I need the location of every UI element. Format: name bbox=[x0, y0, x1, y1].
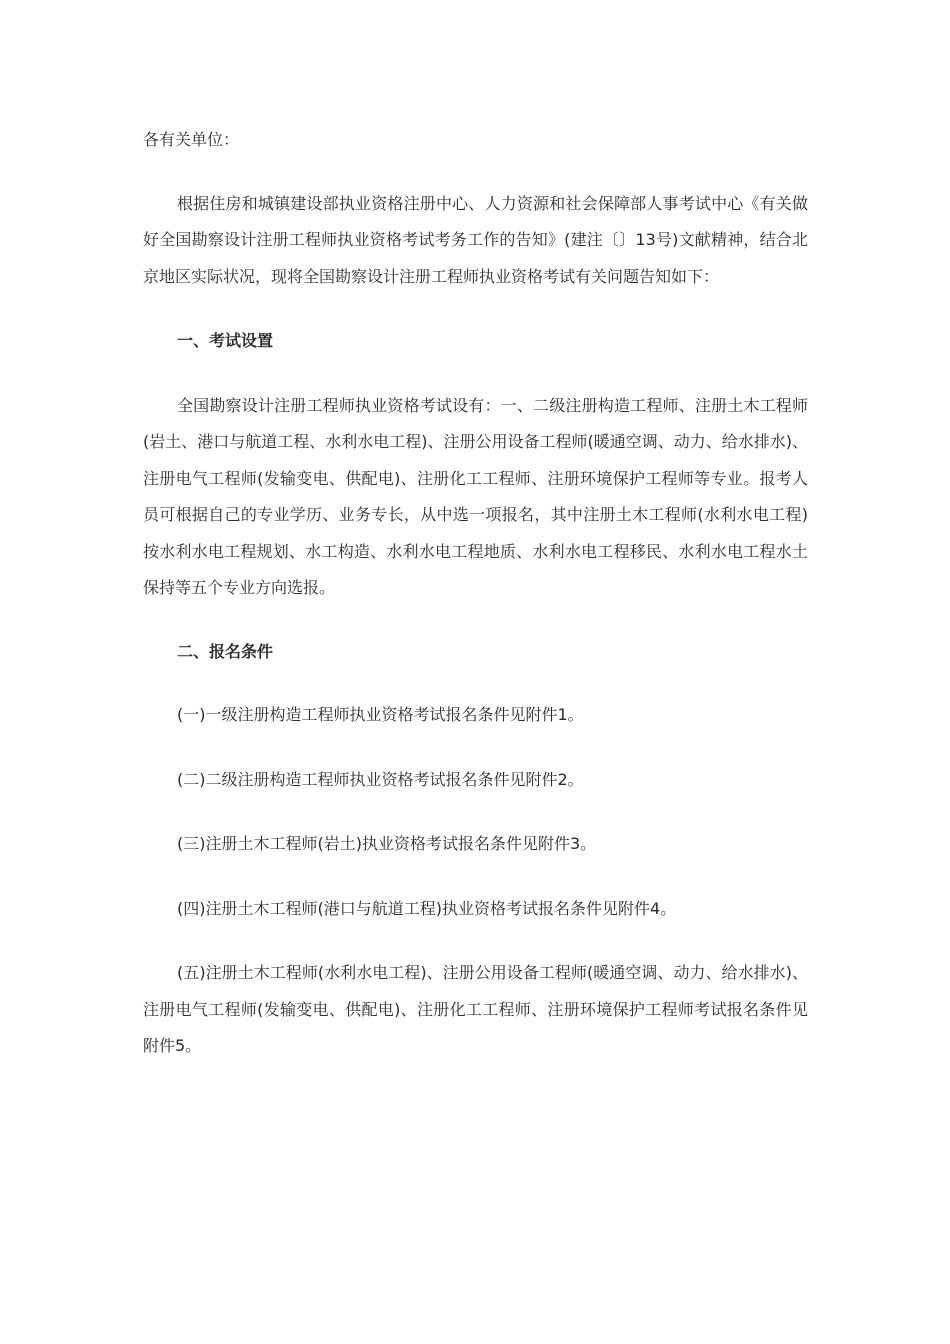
intro-paragraph: 根据住房和城镇建设部执业资格注册中心、人力资源和社会保障部人事考试中心《有关做好全国勘察设计注册工程师执业资格考试考务工作的告知》(建注〔〕13号)文献精神，结合北京地区实际状况，现将全国勘察设计注册工程师执业资格考试有关问题告知如下： bbox=[143, 193, 808, 286]
condition-item: (二)二级注册构造工程师执业资格考试报名条件见附件2。 bbox=[177, 769, 584, 789]
condition-item: (五)注册土木工程师(水利水电工程)、注册公用设备工程师(暖通空调、动力、给水排水)、注册电气工程师(发输变电、供配电)、注册化工工程师、注册环境保护工程师考试报名条件见附件5。 bbox=[143, 963, 808, 1055]
section-heading-registration-conditions: 二、报名条件 bbox=[177, 641, 274, 661]
greeting: 各有关单位： bbox=[143, 130, 240, 149]
condition-item: (四)注册土木工程师(港口与航道工程)执业资格考试报名条件见附件4。 bbox=[177, 898, 677, 918]
section-heading-exam-setup: 一、考试设置 bbox=[177, 331, 274, 350]
condition-item: (一)一级注册构造工程师执业资格考试报名条件见附件1。 bbox=[177, 705, 584, 724]
condition-item: (三)注册土木工程师(岩土)执业资格考试报名条件见附件3。 bbox=[177, 834, 597, 853]
document-body bbox=[143, 122, 808, 1065]
exam-setup-paragraph: 全国勘察设计注册工程师执业资格考试设有：一、二级注册构造工程师、注册土木工程师(岩土、港口与航道工程、水利水电工程)、注册公用设备工程师(暖通空调、动力、给水排水)、注册电气工程师(发输变电、供配电)、注册化工工程师、注册环境保护工程师等专业。报考人员可根据自己的专业学历、业务专长，从中选一项报名，其中注册土木工程师(水利水电工程)按水利水电工程规划、水工构造、水利水电工程地质、水利水电工程移民、水利水电工程水土保持等五个专业方向选报。 bbox=[143, 395, 808, 597]
